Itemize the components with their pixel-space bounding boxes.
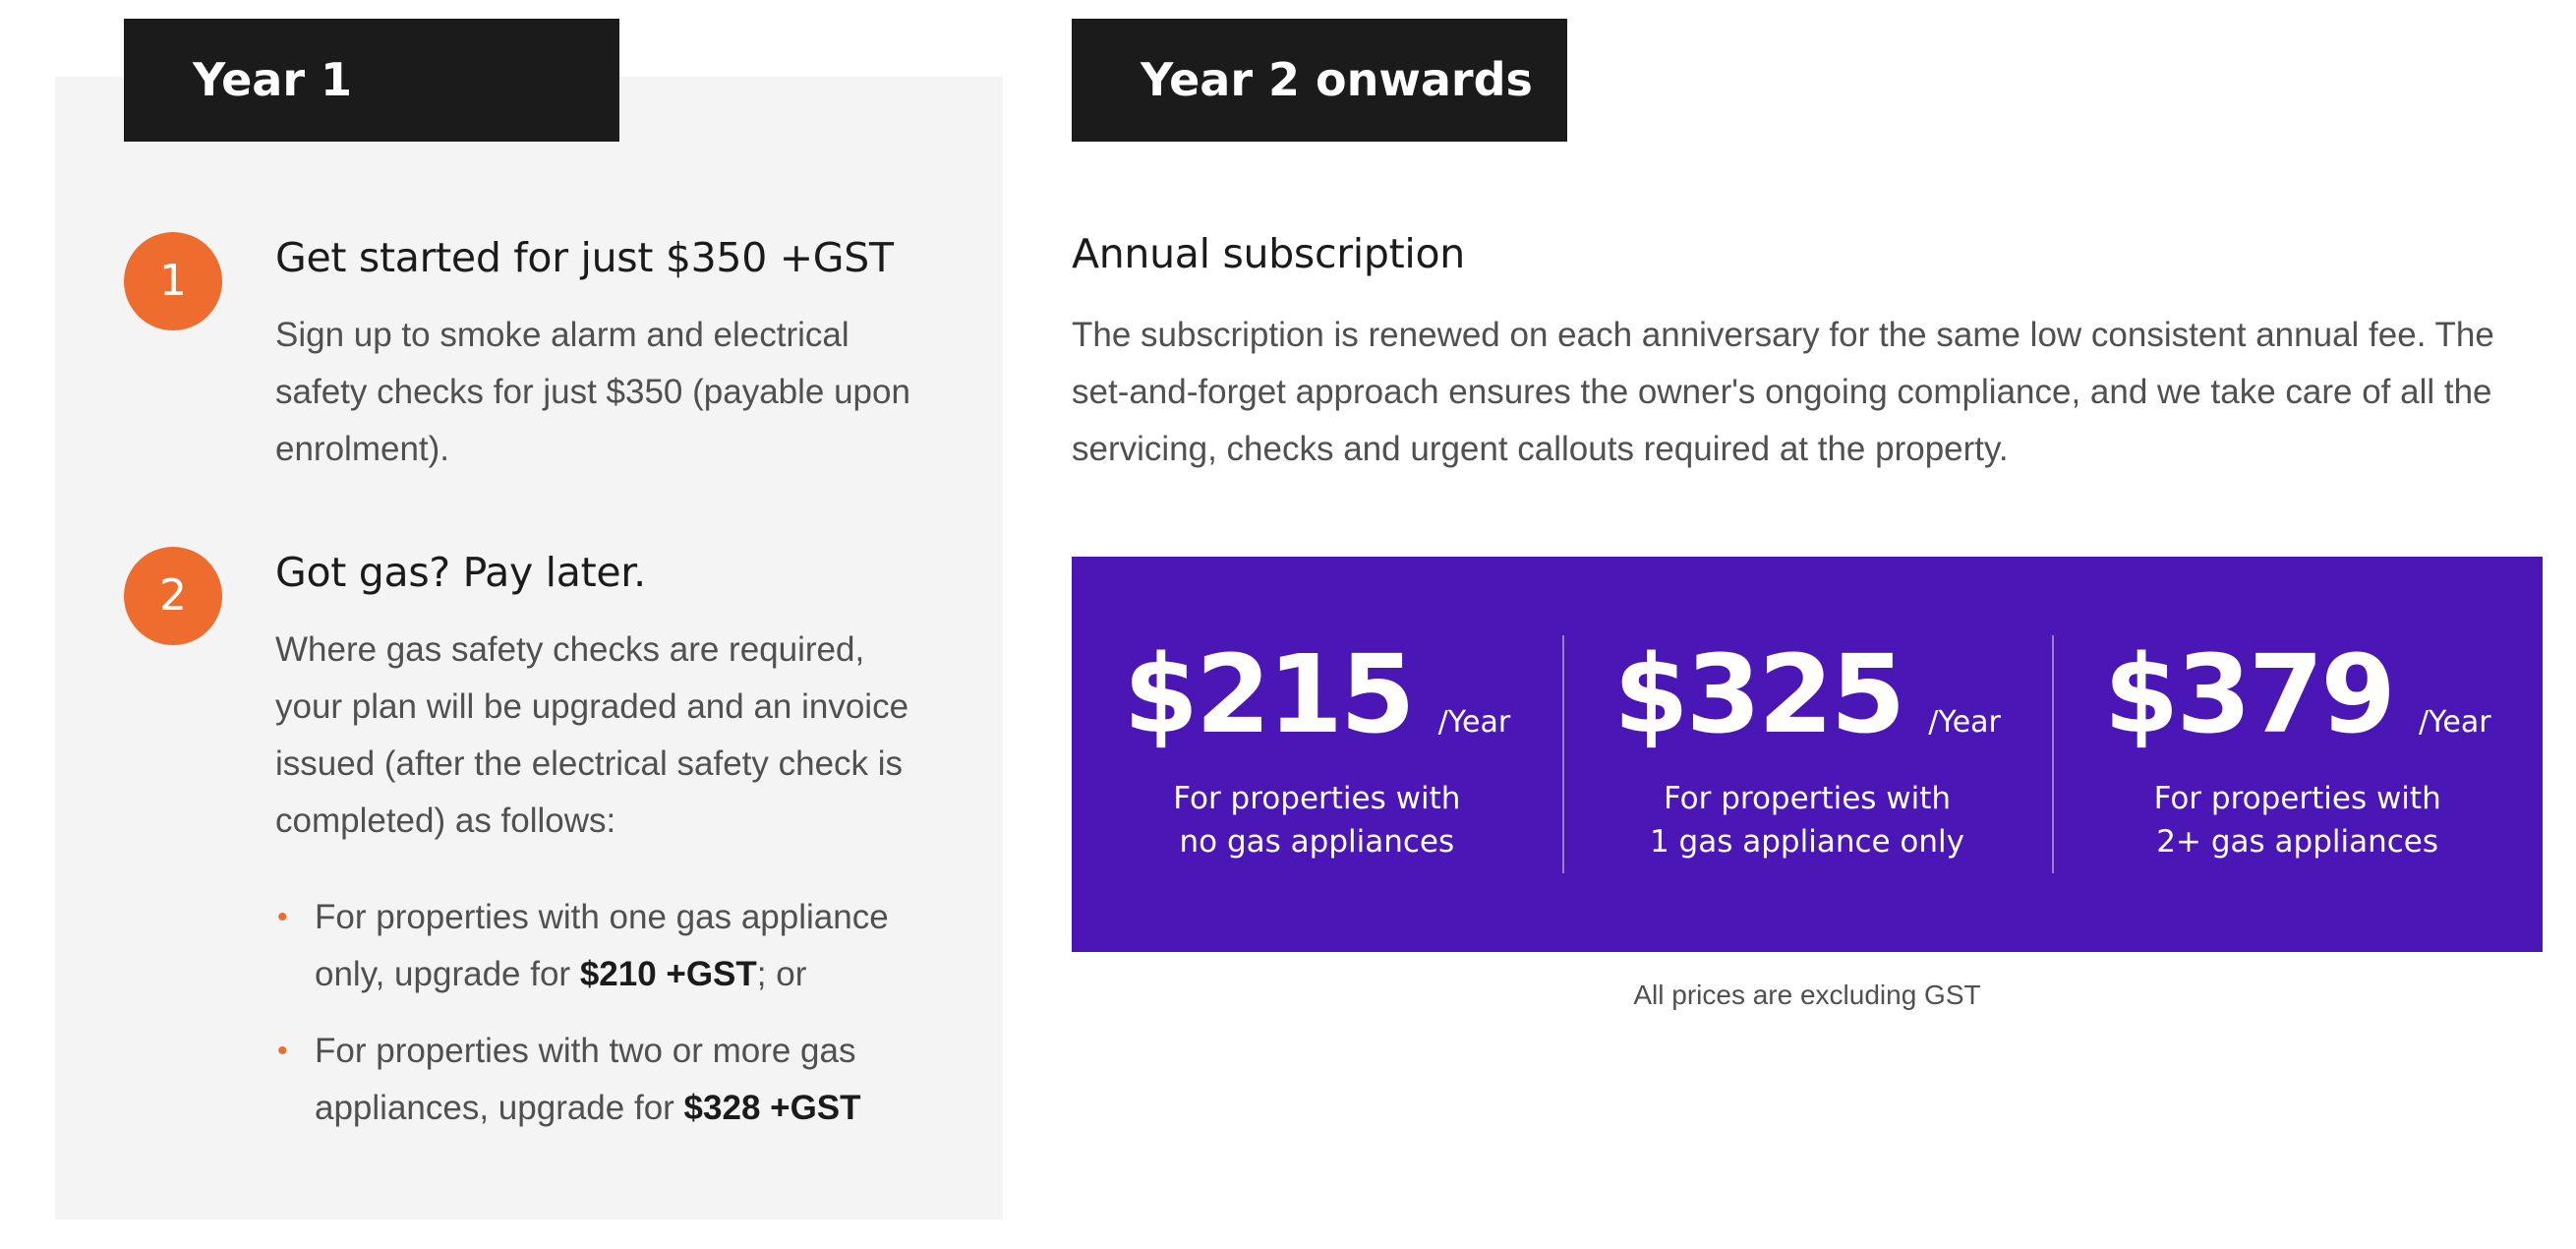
price-period: /Year — [1437, 705, 1511, 740]
price-panel — [1072, 557, 2543, 952]
price-period: /Year — [1928, 705, 2001, 740]
price-desc-line: no gas appliances — [1179, 824, 1455, 860]
price-amount: $325 — [1613, 631, 1903, 757]
price-description — [1630, 777, 1984, 863]
gst-note: All prices are excluding GST — [1633, 980, 1981, 1010]
gas-upgrade-list — [275, 889, 944, 1157]
step-1-badge: 1 — [124, 232, 222, 330]
price-description — [2121, 777, 2475, 863]
price-period: /Year — [2418, 705, 2491, 740]
step-1-title: Get started for just $350 +GST — [275, 234, 894, 281]
tab-year2-onwards: Year 2 onwards — [1072, 19, 1567, 142]
bullet-icon: • — [277, 1035, 288, 1067]
price-desc-line: 2+ gas appliances — [2156, 824, 2439, 860]
price-tier-one-gas — [1562, 557, 2053, 952]
tab-year1: Year 1 — [124, 19, 619, 142]
annual-subscription-title: Annual subscription — [1072, 230, 1465, 277]
bullet-text: For properties with two or more gas appliances, upgrade for — [315, 1032, 856, 1127]
price-description — [1140, 777, 1493, 863]
price-amount: $379 — [2103, 631, 2393, 757]
bullet-icon: • — [277, 901, 288, 933]
price-desc-line: For properties with — [1173, 781, 1461, 816]
bullet-price: $328 +GST — [683, 1089, 861, 1127]
price-desc-line: For properties with — [1663, 781, 1952, 816]
list-item — [275, 1023, 944, 1137]
list-item — [275, 889, 944, 1003]
bullet-suffix: ; or — [756, 955, 807, 993]
price-desc-line: For properties with — [2153, 781, 2441, 816]
step-2-body: Where gas safety checks are required, your plan will be upgraded and an invoice issued (after the electrical safety check is completed) as follows: — [275, 630, 909, 840]
bullet-text: For properties with one gas appliance only, upgrade for — [315, 898, 889, 993]
bullet-price: $210 +GST — [579, 955, 757, 993]
price-desc-line: 1 gas appliance only — [1649, 824, 1965, 860]
step-2-title: Got gas? Pay later. — [275, 549, 646, 596]
price-tier-multi-gas — [2052, 557, 2543, 952]
step-1-body: Sign up to smoke alarm and electrical safety checks for just $350 (payable upon enrolment). — [275, 316, 910, 468]
price-amount: $215 — [1123, 631, 1413, 757]
annual-subscription-body: The subscription is renewed on each anniversary for the same low consistent annual fee. The set-and-forget approach ensures the owner's ongoing compliance, and we take care of all the servicing, checks and urgent callouts required at the property. — [1072, 316, 2494, 468]
step-2-badge: 2 — [124, 547, 222, 645]
price-tier-no-gas — [1072, 557, 1562, 952]
